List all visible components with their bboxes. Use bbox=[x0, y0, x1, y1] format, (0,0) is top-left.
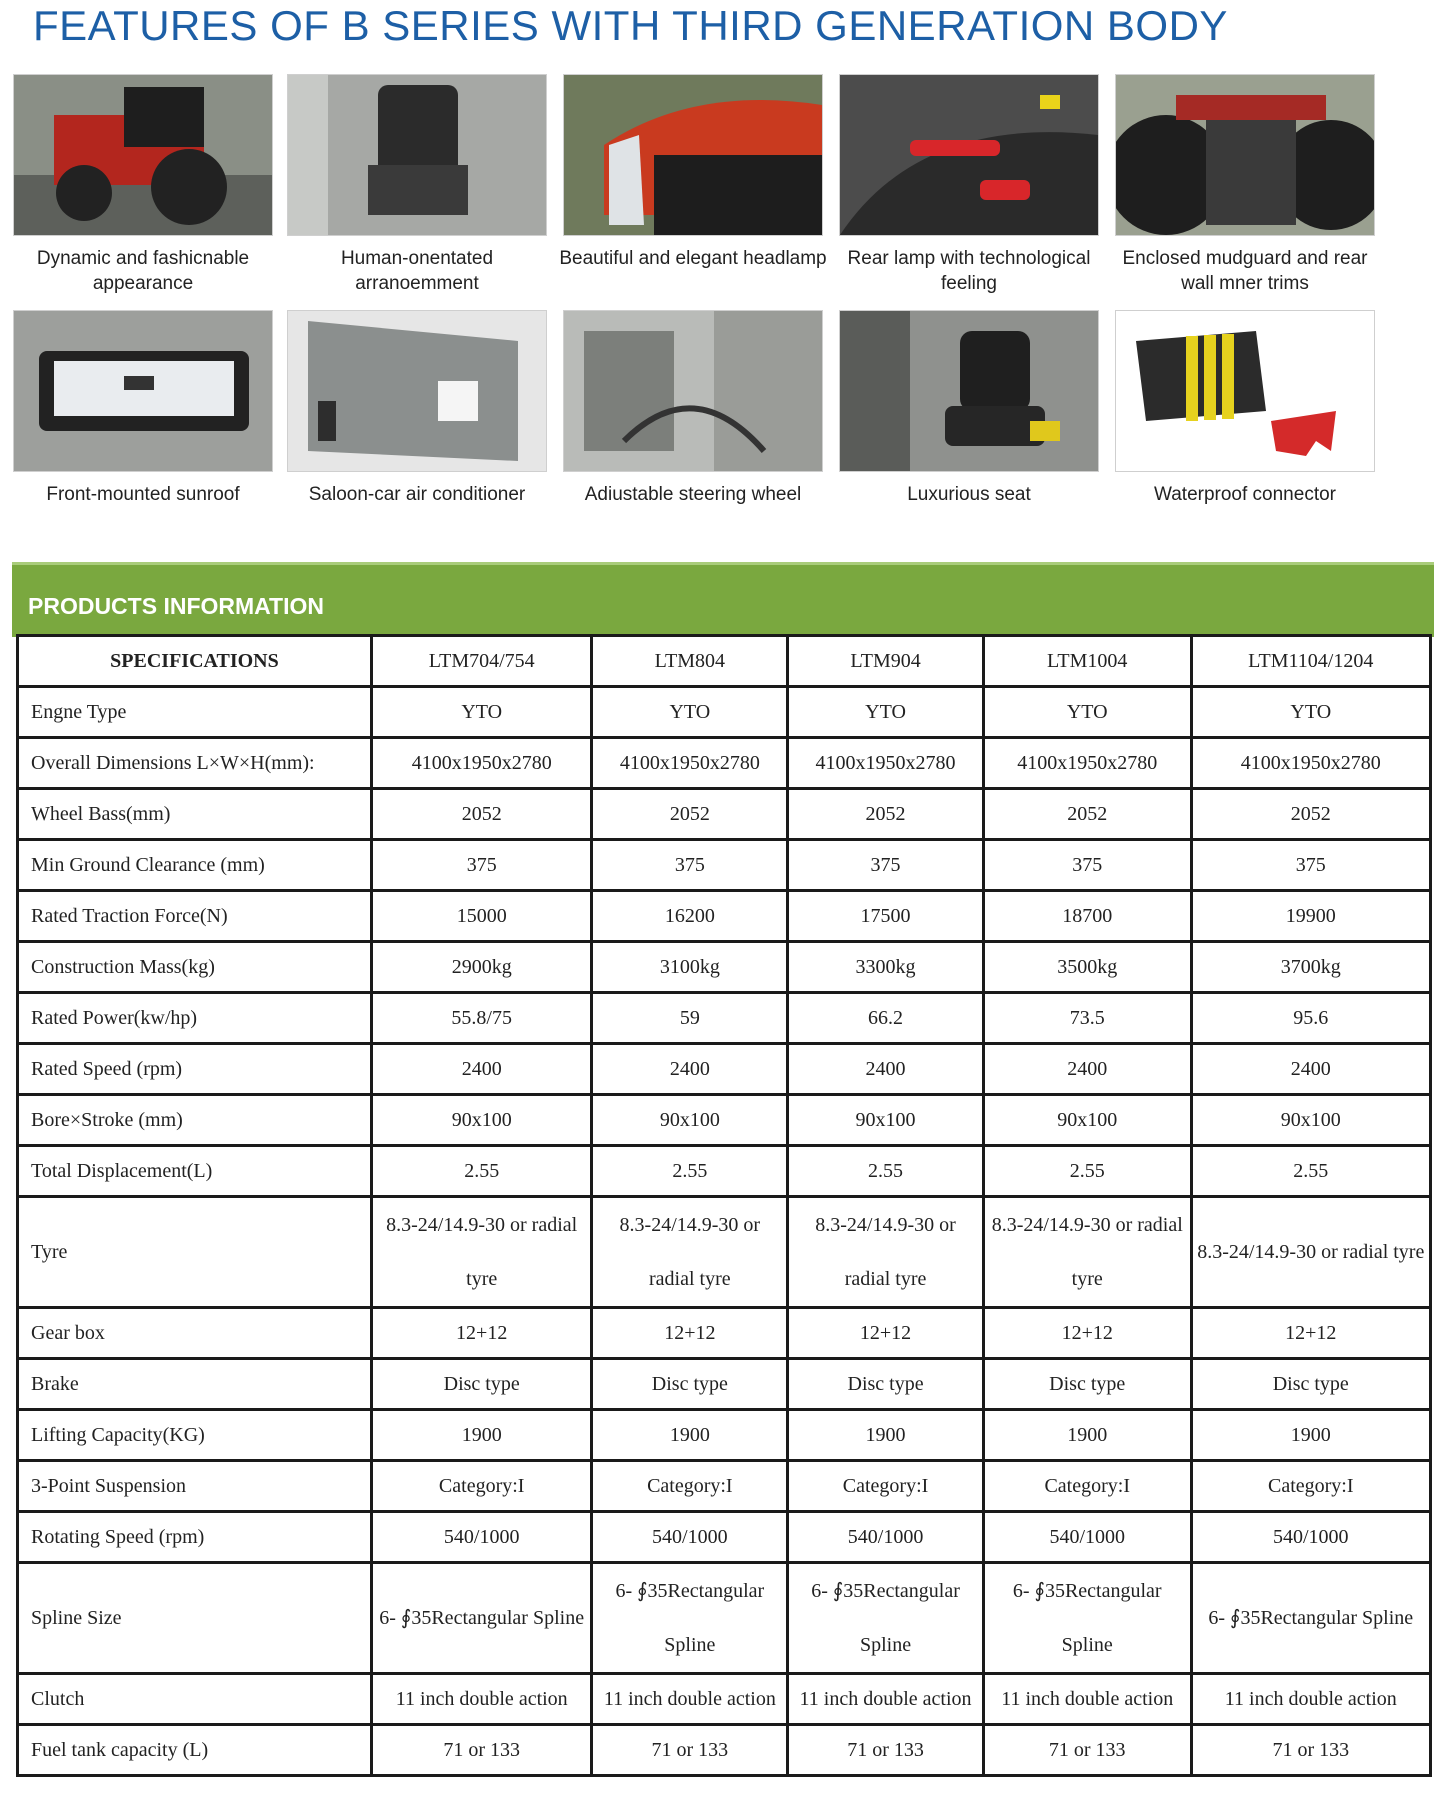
row-label: Overall Dimensions L×W×H(mm): bbox=[18, 738, 372, 789]
table-cell: Category:I bbox=[371, 1461, 592, 1512]
table-cell: 2.55 bbox=[788, 1146, 984, 1197]
table-cell: 2.55 bbox=[983, 1146, 1191, 1197]
feature-card-appearance bbox=[8, 74, 278, 296]
table-cell: 540/1000 bbox=[592, 1512, 788, 1563]
table-cell: 90x100 bbox=[788, 1095, 984, 1146]
table-body bbox=[18, 687, 1431, 1776]
table-cell: 90x100 bbox=[983, 1095, 1191, 1146]
sunroof-photo bbox=[13, 310, 273, 472]
table-cell: Disc type bbox=[983, 1359, 1191, 1410]
table-cell: 71 or 133 bbox=[983, 1725, 1191, 1776]
feature-card-headlamp bbox=[558, 74, 828, 271]
table-cell: 2052 bbox=[788, 789, 984, 840]
table-row bbox=[18, 1410, 1431, 1461]
table-cell: 8.3-24/14.9-30 or radial tyre bbox=[371, 1197, 592, 1308]
table-cell: Disc type bbox=[788, 1359, 984, 1410]
page-title: FEATURES OF B SERIES WITH THIRD GENERATION BODY bbox=[33, 2, 1228, 49]
table-cell: 3100kg bbox=[592, 942, 788, 993]
row-label: Engne Type bbox=[18, 687, 372, 738]
table-cell: 8.3-24/14.9-30 or radial tyre bbox=[788, 1197, 984, 1308]
feature-card-seat bbox=[834, 310, 1104, 507]
table-row bbox=[18, 1044, 1431, 1095]
table-cell: 11 inch double action bbox=[788, 1674, 984, 1725]
table-cell: 4100x1950x2780 bbox=[983, 738, 1191, 789]
table-cell: 2.55 bbox=[371, 1146, 592, 1197]
table-cell: 11 inch double action bbox=[983, 1674, 1191, 1725]
feature-caption: Waterproof connector bbox=[1154, 484, 1336, 505]
table-cell: 90x100 bbox=[371, 1095, 592, 1146]
table-cell: YTO bbox=[371, 687, 592, 738]
table-header-row bbox=[18, 636, 1431, 687]
table-row bbox=[18, 891, 1431, 942]
feature-caption: Rear lamp with technological feeling bbox=[847, 248, 1091, 294]
table-cell: 12+12 bbox=[788, 1308, 984, 1359]
table-cell: 2052 bbox=[1191, 789, 1430, 840]
table-cell: 2052 bbox=[592, 789, 788, 840]
table-cell: 2400 bbox=[592, 1044, 788, 1095]
table-cell: 375 bbox=[788, 840, 984, 891]
mudguard-photo bbox=[1115, 74, 1375, 236]
table-cell: 17500 bbox=[788, 891, 984, 942]
table-cell: 71 or 133 bbox=[1191, 1725, 1430, 1776]
table-cell: 66.2 bbox=[788, 993, 984, 1044]
headlamp-photo bbox=[563, 74, 823, 236]
table-cell: Category:I bbox=[1191, 1461, 1430, 1512]
table-cell: 2.55 bbox=[1191, 1146, 1430, 1197]
table-row bbox=[18, 1674, 1431, 1725]
table-cell: YTO bbox=[1191, 687, 1430, 738]
row-label: Brake bbox=[18, 1359, 372, 1410]
table-cell: 6- ∮35Rectangular Spline bbox=[592, 1563, 788, 1674]
feature-card-mudguard bbox=[1110, 74, 1380, 296]
table-cell: 15000 bbox=[371, 891, 592, 942]
table-cell: 3700kg bbox=[1191, 942, 1430, 993]
table-cell: 6- ∮35Rectangular Spline bbox=[1191, 1563, 1430, 1674]
table-row bbox=[18, 1095, 1431, 1146]
row-label: Spline Size bbox=[18, 1563, 372, 1674]
column-header: LTM804 bbox=[592, 636, 788, 687]
table-cell: 3300kg bbox=[788, 942, 984, 993]
table-cell: 2900kg bbox=[371, 942, 592, 993]
table-cell: 4100x1950x2780 bbox=[592, 738, 788, 789]
table-cell: 375 bbox=[983, 840, 1191, 891]
table-cell: 1900 bbox=[592, 1410, 788, 1461]
table-row bbox=[18, 1197, 1431, 1308]
table-cell: 11 inch double action bbox=[1191, 1674, 1430, 1725]
table-cell: 375 bbox=[592, 840, 788, 891]
table-row bbox=[18, 738, 1431, 789]
table-cell: 1900 bbox=[371, 1410, 592, 1461]
table-cell: 1900 bbox=[1191, 1410, 1430, 1461]
seat-photo bbox=[839, 310, 1099, 472]
table-cell: Category:I bbox=[983, 1461, 1191, 1512]
table-row bbox=[18, 687, 1431, 738]
table-cell: 8.3-24/14.9-30 or radial tyre bbox=[1191, 1197, 1430, 1308]
table-cell: 375 bbox=[1191, 840, 1430, 891]
table-cell: 3500kg bbox=[983, 942, 1191, 993]
table-cell: 12+12 bbox=[1191, 1308, 1430, 1359]
row-label: Lifting Capacity(KG) bbox=[18, 1410, 372, 1461]
table-cell: Category:I bbox=[592, 1461, 788, 1512]
column-header: LTM1004 bbox=[983, 636, 1191, 687]
products-info-banner bbox=[12, 562, 1434, 637]
table-cell: YTO bbox=[983, 687, 1191, 738]
table-cell: 73.5 bbox=[983, 993, 1191, 1044]
table-cell: 55.8/75 bbox=[371, 993, 592, 1044]
table-cell: 2400 bbox=[1191, 1044, 1430, 1095]
table-cell: 1900 bbox=[788, 1410, 984, 1461]
feature-card-air-conditioner bbox=[282, 310, 552, 507]
table-cell: Disc type bbox=[371, 1359, 592, 1410]
row-label: Clutch bbox=[18, 1674, 372, 1725]
table-cell: 1900 bbox=[983, 1410, 1191, 1461]
table-cell: 375 bbox=[371, 840, 592, 891]
table-cell: 6- ∮35Rectangular Spline bbox=[371, 1563, 592, 1674]
row-label: Rated Traction Force(N) bbox=[18, 891, 372, 942]
table-row bbox=[18, 1725, 1431, 1776]
table-cell: 4100x1950x2780 bbox=[788, 738, 984, 789]
feature-card-sunroof bbox=[8, 310, 278, 507]
column-header: LTM1104/1204 bbox=[1191, 636, 1430, 687]
tractor-exterior-photo bbox=[13, 74, 273, 236]
feature-caption: Adiustable steering wheel bbox=[584, 484, 802, 505]
table-cell: 71 or 133 bbox=[592, 1725, 788, 1776]
table-cell: 2400 bbox=[371, 1044, 592, 1095]
connector-photo bbox=[1115, 310, 1375, 472]
feature-caption: Beautiful and elegant headlamp bbox=[559, 248, 827, 269]
feature-card-arrangement bbox=[282, 74, 552, 296]
table-cell: 11 inch double action bbox=[371, 1674, 592, 1725]
table-row bbox=[18, 1512, 1431, 1563]
table-cell: 12+12 bbox=[371, 1308, 592, 1359]
row-label: Fuel tank capacity (L) bbox=[18, 1725, 372, 1776]
row-label: Rotating Speed (rpm) bbox=[18, 1512, 372, 1563]
table-row bbox=[18, 789, 1431, 840]
table-cell: 4100x1950x2780 bbox=[1191, 738, 1430, 789]
table-row bbox=[18, 1563, 1431, 1674]
table-row bbox=[18, 942, 1431, 993]
table-cell: 2052 bbox=[983, 789, 1191, 840]
row-label: Wheel Bass(mm) bbox=[18, 789, 372, 840]
table-cell: 540/1000 bbox=[1191, 1512, 1430, 1563]
table-cell: 19900 bbox=[1191, 891, 1430, 942]
table-cell: 8.3-24/14.9-30 or radial tyre bbox=[983, 1197, 1191, 1308]
column-header: LTM704/754 bbox=[371, 636, 592, 687]
rear-lamp-photo bbox=[839, 74, 1099, 236]
steering-wheel-photo bbox=[563, 310, 823, 472]
table-cell: 12+12 bbox=[983, 1308, 1191, 1359]
feature-caption: Dynamic and fashicnable appearance bbox=[36, 248, 250, 294]
row-label: Rated Speed (rpm) bbox=[18, 1044, 372, 1095]
feature-caption: Luxurious seat bbox=[907, 484, 1031, 505]
table-cell: 95.6 bbox=[1191, 993, 1430, 1044]
table-cell: 2.55 bbox=[592, 1146, 788, 1197]
row-label: Construction Mass(kg) bbox=[18, 942, 372, 993]
table-cell: 2400 bbox=[983, 1044, 1191, 1095]
feature-card-rear-lamp bbox=[834, 74, 1104, 296]
column-header: SPECIFICATIONS bbox=[18, 636, 372, 687]
specifications-table bbox=[16, 634, 1432, 1777]
table-cell: YTO bbox=[788, 687, 984, 738]
table-cell: 540/1000 bbox=[983, 1512, 1191, 1563]
table-row bbox=[18, 840, 1431, 891]
table-cell: 12+12 bbox=[592, 1308, 788, 1359]
row-label: Min Ground Clearance (mm) bbox=[18, 840, 372, 891]
table-cell: Category:I bbox=[788, 1461, 984, 1512]
row-label: Gear box bbox=[18, 1308, 372, 1359]
table-cell: 71 or 133 bbox=[371, 1725, 592, 1776]
table-cell: 4100x1950x2780 bbox=[371, 738, 592, 789]
table-cell: 59 bbox=[592, 993, 788, 1044]
table-row bbox=[18, 1146, 1431, 1197]
products-heading: PRODUCTS INFORMATION bbox=[28, 593, 325, 619]
table-cell: 2052 bbox=[371, 789, 592, 840]
table-cell: Disc type bbox=[1191, 1359, 1430, 1410]
table-cell: 2400 bbox=[788, 1044, 984, 1095]
table-cell: 71 or 133 bbox=[788, 1725, 984, 1776]
row-label: Tyre bbox=[18, 1197, 372, 1308]
air-conditioner-photo bbox=[287, 310, 547, 472]
table-cell: 16200 bbox=[592, 891, 788, 942]
table-cell: 18700 bbox=[983, 891, 1191, 942]
table-cell: 6- ∮35Rectangular Spline bbox=[983, 1563, 1191, 1674]
table-cell: 6- ∮35Rectangular Spline bbox=[788, 1563, 984, 1674]
table-cell: 90x100 bbox=[1191, 1095, 1430, 1146]
row-label: Total Displacement(L) bbox=[18, 1146, 372, 1197]
feature-card-connector bbox=[1110, 310, 1380, 507]
table-row bbox=[18, 993, 1431, 1044]
table-cell: 11 inch double action bbox=[592, 1674, 788, 1725]
table-row bbox=[18, 1461, 1431, 1512]
column-header: LTM904 bbox=[788, 636, 984, 687]
table-cell: 540/1000 bbox=[371, 1512, 592, 1563]
row-label: 3-Point Suspension bbox=[18, 1461, 372, 1512]
feature-caption: Front-mounted sunroof bbox=[46, 484, 240, 505]
row-label: Bore×Stroke (mm) bbox=[18, 1095, 372, 1146]
feature-card-steering bbox=[558, 310, 828, 507]
feature-caption: Saloon-car air conditioner bbox=[308, 484, 526, 505]
row-label: Rated Power(kw/hp) bbox=[18, 993, 372, 1044]
feature-caption: Enclosed mudguard and rear wall mner trims bbox=[1122, 248, 1368, 294]
table-row bbox=[18, 1359, 1431, 1410]
feature-caption: Human-onentated arranoemment bbox=[340, 248, 494, 294]
cab-interior-photo bbox=[287, 74, 547, 236]
table-cell: 540/1000 bbox=[788, 1512, 984, 1563]
table-cell: 8.3-24/14.9-30 or radial tyre bbox=[592, 1197, 788, 1308]
table-cell: Disc type bbox=[592, 1359, 788, 1410]
table-cell: 90x100 bbox=[592, 1095, 788, 1146]
table-row bbox=[18, 1308, 1431, 1359]
table-cell: YTO bbox=[592, 687, 788, 738]
